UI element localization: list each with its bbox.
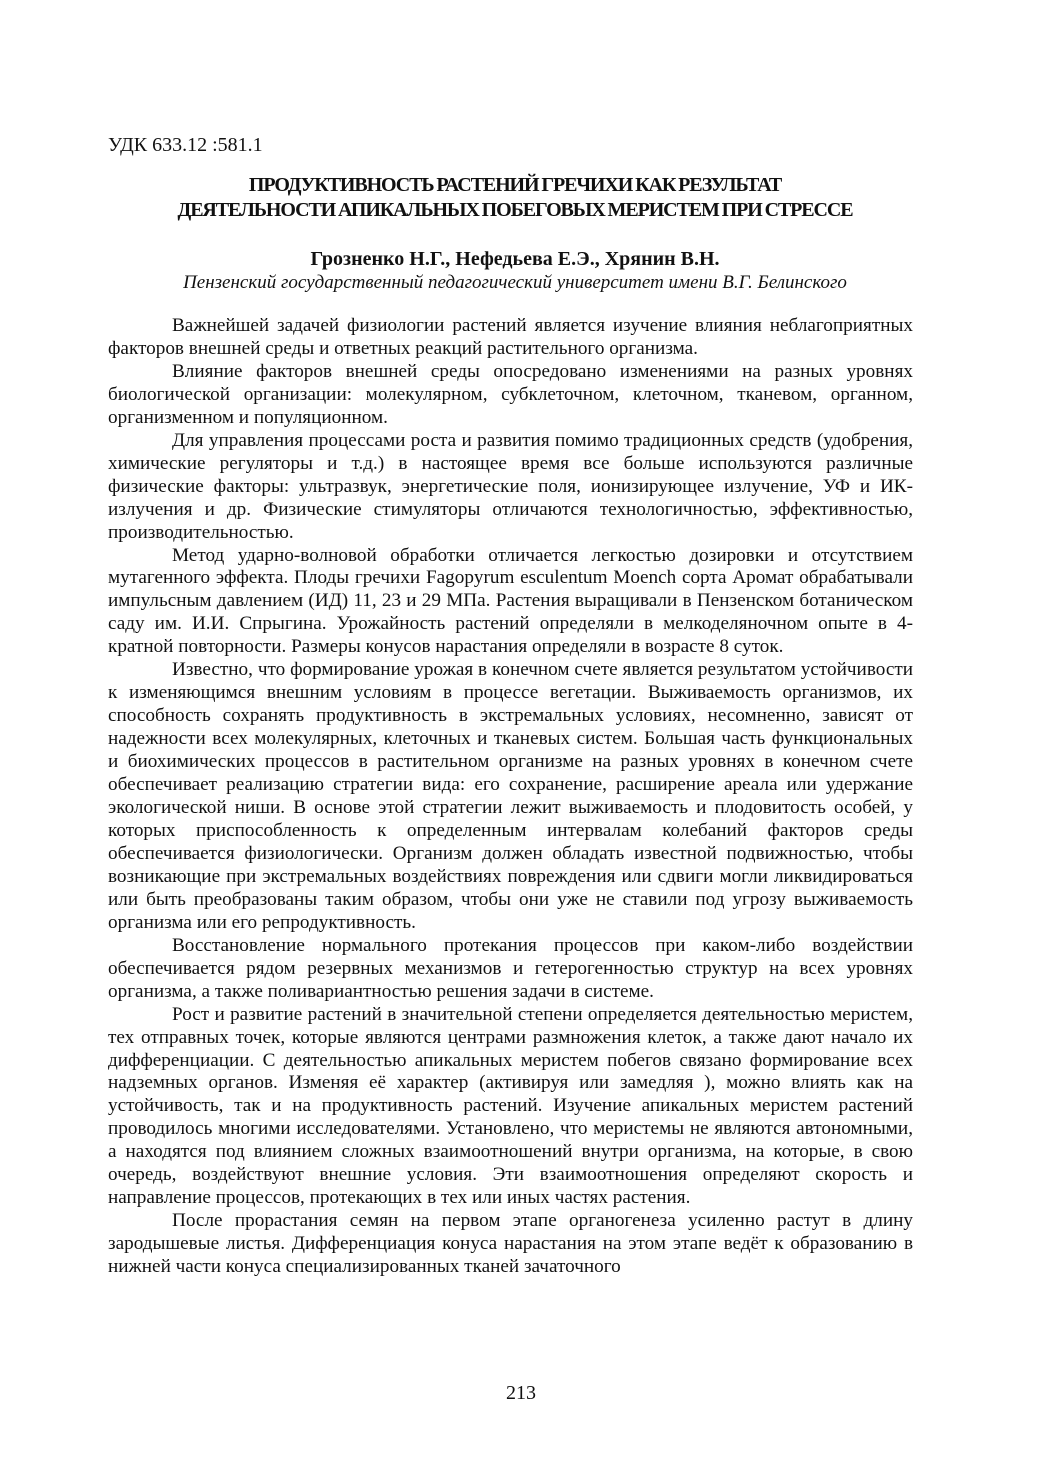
paragraph: Метод ударно-волновой обработки отличается легкостью дозировки и отсутствием мутагенного эффекта. Плоды гречихи Fagopyrum esculentum Moench сорта Аромат обрабатывали импульсным давлением (ИД) 11, 23 и 29 МПа. Растения выращивали в Пензенском ботаническом саду им. И.И. Спрыгина. Урожайность растений определяли в мелкоделяночном опыте в 4-кратной повторности. Размеры конусов нарастания определяли в возрасте 8 суток. (108, 544, 913, 658)
paragraph: Влияние факторов внешней среды опосредовано изменениями на разных уровнях биологической организации: молекулярном, субклеточном, клеточном, тканевом, органном, организменном и популяционном. (108, 360, 913, 428)
udk-code: УДК 633.12 :581.1 (108, 134, 263, 156)
paragraph: Рост и развитие растений в значительной степени определяется деятельностью меристем, тех отправных точек, которые являются центрами размножения клеток, а также дают начало их дифференциации. С деятельностью апикальных меристем побегов связано формирование всех надземных органов. Изменяя её характер (активируя или замедляя ), можно влиять как на устойчивость, так и на продуктивность растений. Изучение апикальных меристем растений проводилось многими исследователями. Установлено, что меристемы не являются автономными, а находятся под влиянием сложных взаимоотношений внутри организма, на которые, в свою очередь, воздействуют внешние условия. Эти взаимоотношения определяют скорость и направление процессов, протекающих в тех или иных частях растения. (108, 1003, 913, 1209)
paragraph: Важнейшей задачей физиологии растений является изучение влияния неблагоприятных факторов внешней среды и ответных реакций растительного организма. (108, 315, 913, 359)
body-text (108, 315, 913, 1279)
authors: Грозненко Н.Г., Нефедьева Е.Э., Хрянин В.Н. (310, 248, 720, 270)
paragraph: После прорастания семян на первом этапе органогенеза усиленно растут в длину зародышевые листья. Дифференциация конуса нарастания на этом этапе ведёт к образованию в нижней части конуса специализированных тканей зачаточного (108, 1210, 913, 1278)
paper-title (100, 173, 930, 223)
paragraph: Для управления процессами роста и развития помимо традиционных средств (удобрения, химические регуляторы и т.д.) в настоящее время все больше используются различные физические факторы: ультразвук, энергетические поля, ионизирующее излучение, УФ и ИК-излучения и др. Физические стимуляторы отличаются технологичностью, эффективностью, производительностью. (108, 429, 913, 543)
affiliation: Пензенский государственный педагогический университет имени В.Г. Белинского (183, 272, 847, 293)
paragraph: Восстановление нормального протекания процессов при каком-либо воздействии обеспечивается рядом резервных механизмов и гетерогенностью структур на всех уровнях организма, а также поливариантностью решения задачи в системе. (108, 934, 913, 1002)
page-number: 213 (506, 1382, 536, 1404)
paragraph: Известно, что формирование урожая в конечном счете является результатом устойчивости к изменяющимся внешним условиям в процессе вегетации. Выживаемость организмов, их способность сохранять продуктивность в экстремальных условиях, несомненно, зависят от надежности всех молекулярных, клеточных и тканевых систем. Большая часть функциональных и биохимических процессов в растительном организме на разных уровнях в конечном счете обеспечивает реализацию стратегии вида: его сохранение, расширение ареала или удержание экологической ниши. В основе этой стратегии лежит выживаемость и плодовитость особей, у которых приспособленность к определенным интервалам колебаний факторов среды обеспечивается физиологически. Организм должен обладать известной подвижностью, чтобы возникающие при экстремальных воздействиях повреждения или сдвиги могли ликвидироваться или быть преобразованы таким образом, чтобы они уже не ставили под угрозу выживаемость организма или его репродуктивность. (108, 659, 913, 933)
title-line-2: ДЕЯТЕЛЬНОСТИ АПИКАЛЬНЫХ ПОБЕГОВЫХ МЕРИСТЕМ ПРИ СТРЕССЕ (177, 199, 853, 221)
title-line-1: ПРОДУКТИВНОСТЬ РАСТЕНИЙ ГРЕЧИХИ КАК РЕЗУЛЬТАТ (248, 174, 782, 196)
